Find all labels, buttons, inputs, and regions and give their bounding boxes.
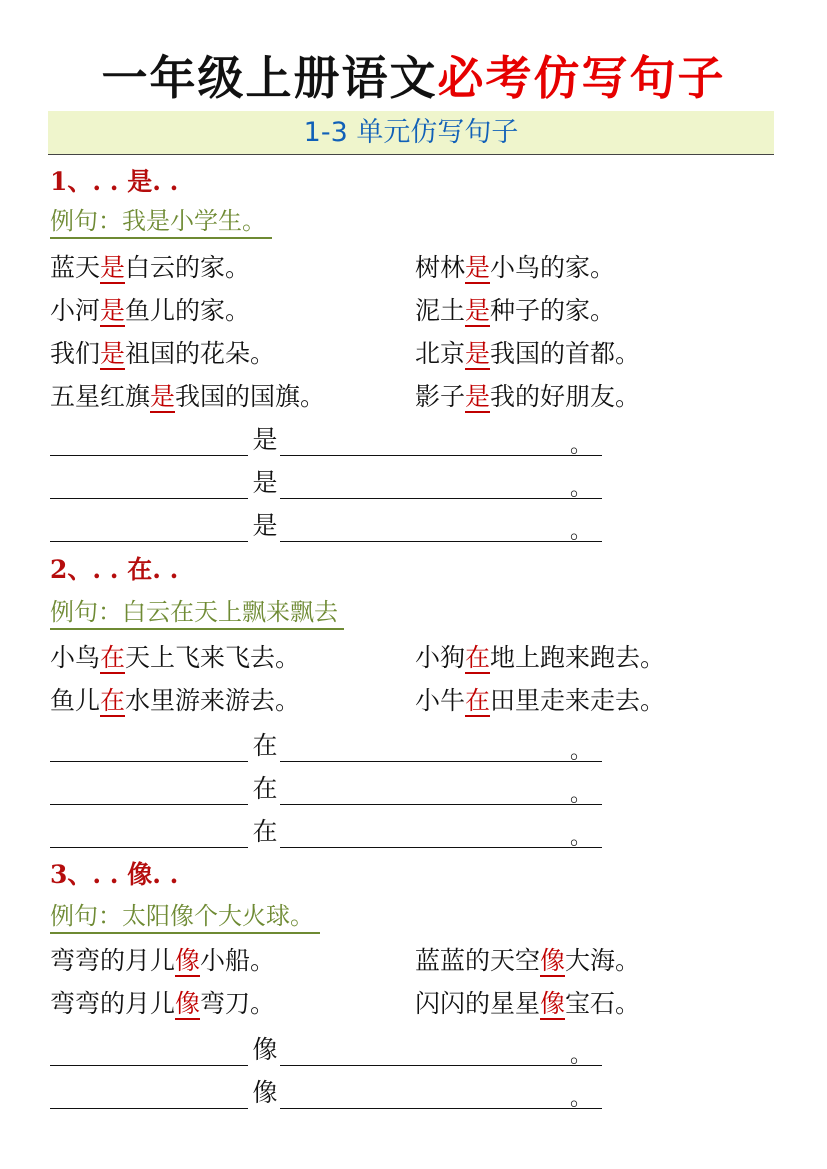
blank-before[interactable] [50,1108,248,1109]
section-1-sentence-1: 蓝天是白云的家。 [50,253,251,282]
section-1-sentence-8: 影子是我的好朋友。 [415,382,641,411]
section-3-example: 例句：太阳像个大火球。 [50,900,320,934]
banner-text: 1-3 单元仿写句子 [303,117,519,148]
section-2-heading: 2、. . 在. . [50,555,179,584]
title-part-1: 一年级上册语文 [101,51,438,105]
section-3-fill-line[interactable]: 像 。 [50,1030,602,1066]
blank-after[interactable] [280,847,602,848]
blank-after[interactable] [280,498,602,499]
section-2-sentence-2: 小狗在地上跑来跑去。 [415,643,666,672]
title-part-2: 必考仿写句子 [437,51,726,105]
section-1-fill-line[interactable]: 是 。 [50,463,602,499]
blank-after[interactable] [280,455,602,456]
section-3-sentence-2: 蓝蓝的天空像大海。 [415,946,641,975]
section-1-sentence-4: 泥土是种子的家。 [415,296,616,325]
section-2-fill-line[interactable]: 在 。 [50,726,602,762]
section-3-sentence-1: 弯弯的月儿像小船。 [50,946,276,975]
section-2-fill-line[interactable]: 在 。 [50,812,602,848]
section-1-sentence-7: 五星红旗是我国的国旗。 [50,382,326,411]
section-3-sentence-3: 弯弯的月儿像弯刀。 [50,989,276,1018]
blank-before[interactable] [50,541,248,542]
blank-after[interactable] [280,761,602,762]
blank-after[interactable] [280,541,602,542]
section-2-sentence-3: 鱼儿在水里游来游去。 [50,686,301,715]
section-2-sentence-4: 小牛在田里走来走去。 [415,686,666,715]
blank-before[interactable] [50,761,248,762]
section-1-sentence-6: 北京是我国的首都。 [415,339,641,368]
section-1-heading: 1、. . 是. . [50,167,179,196]
section-3-fill-line[interactable]: 像 。 [50,1073,602,1109]
unit-banner [48,111,774,155]
blank-before[interactable] [50,498,248,499]
blank-before[interactable] [50,804,248,805]
section-1-sentence-5: 我们是祖国的花朵。 [50,339,276,368]
section-1-fill-line[interactable]: 是 。 [50,506,602,542]
blank-after[interactable] [280,1108,602,1109]
blank-after[interactable] [280,804,602,805]
section-2-example: 例句：白云在天上飘来飘去 [50,596,344,630]
section-1-fill-line[interactable]: 是 。 [50,420,602,456]
section-3-sentence-4: 闪闪的星星像宝石。 [415,989,641,1018]
blank-before[interactable] [50,1065,248,1066]
section-3-heading: 3、. . 像. . [50,860,179,889]
section-1-sentence-2: 树林是小鸟的家。 [415,253,616,282]
blank-after[interactable] [280,1065,602,1066]
section-1-sentence-3: 小河是鱼儿的家。 [50,296,251,325]
blank-before[interactable] [50,847,248,848]
blank-before[interactable] [50,455,248,456]
section-1-example: 例句：我是小学生。 [50,205,272,239]
section-2-sentence-1: 小鸟在天上飞来飞去。 [50,643,301,672]
page-title [0,48,827,108]
section-2-fill-line[interactable]: 在 。 [50,769,602,805]
